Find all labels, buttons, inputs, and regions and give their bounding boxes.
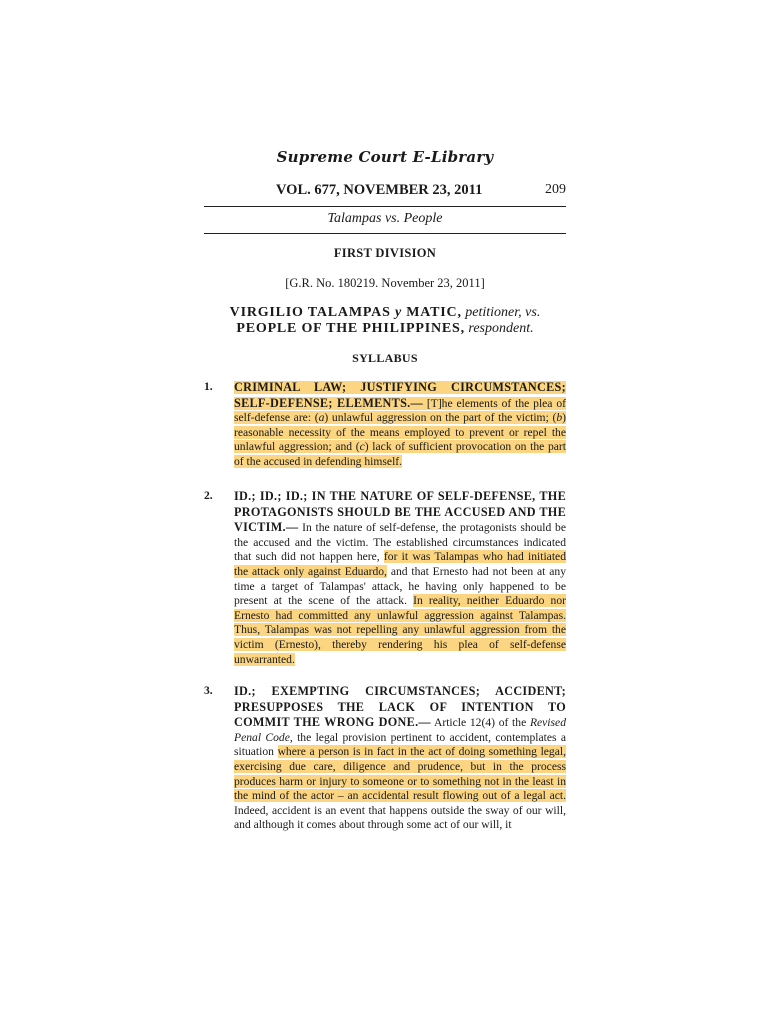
- item-text: [T]he elements of the plea of self-defense are: (: [234, 396, 566, 425]
- volume-row: [204, 182, 566, 202]
- highlight: [234, 381, 566, 468]
- case-caption: Talampas vs. People: [327, 211, 443, 226]
- item-text: the legal provision pertinent to accident, contemplates a situation: [234, 730, 566, 759]
- library-header: Supreme Court E-Library: [276, 148, 494, 166]
- syllabus-item-2: [204, 489, 566, 667]
- item-text: ) unlawful aggression on the part of the victim; (: [324, 411, 557, 425]
- division-heading: FIRST DIVISION: [333, 246, 437, 260]
- highlight: for it was Talampas who had initiated the attack only against Eduardo,: [234, 550, 566, 578]
- item-text: In the nature of self-defense, the protagonists should be the accused and the victim. The established circumstances indicated that such did not happen here,: [234, 521, 566, 564]
- respondent-name: PEOPLE OF THE PHILIPPINES,: [236, 321, 465, 336]
- item-body: [234, 684, 566, 833]
- highlight: In reality, neither Eduardo nor Ernesto had committed any unlawful aggression against Talampas. Thus, Talampas was not repelling any unlawful aggression from the victim (Ernesto), thereby rendering his plea of self-defense unwarranted.: [234, 594, 566, 666]
- vs-text: vs.: [521, 305, 541, 320]
- item-heading: ID.; ID.; ID.; IN THE NATURE OF SELF-DEFENSE, THE PROTAGONISTS SHOULD BE THE ACCUSED AND THE VICTIM.—: [234, 489, 566, 535]
- item-text: ) lack of sufficient provocation on the part of the accused in defending himself.: [234, 440, 566, 468]
- petitioner-name-b: MATIC,: [401, 305, 462, 320]
- header-rule-top: [204, 206, 566, 207]
- respondent-role: respondent.: [464, 321, 534, 336]
- gr-number: [G.R. No. 180219. November 23, 2011]: [285, 276, 485, 290]
- highlight: where a person is in fact in the act of doing something legal, exercising due care, diligence and prudence, but in the process produces harm or injury to someone or to something not in the least in the mind of the actor – an accidental result flowing out of a legal act.: [234, 745, 566, 803]
- item-letter: a: [318, 411, 325, 425]
- item-heading: ID.; EXEMPTING CIRCUMSTANCES; ACCIDENT; PRESUPPOSES THE LACK OF INTENTION TO COMMIT THE WRONG DONE.—: [234, 684, 566, 730]
- item-number: 3.: [204, 684, 213, 697]
- petitioner-role: petitioner,: [461, 305, 522, 320]
- code-title: Revised Penal Code,: [234, 716, 566, 744]
- syllabus-heading: SYLLABUS: [352, 351, 418, 365]
- item-text: and that Ernesto had not been at any time a target of Talampas' attack, he having only happened to be present at the scene of the attack.: [234, 564, 566, 608]
- parties-block: [204, 305, 566, 337]
- item-text: ) reasonable necessity of the means employed to prevent or repel the unlawful aggression; and (: [234, 411, 566, 454]
- page-number: 209: [545, 182, 566, 197]
- item-number: 1.: [204, 380, 213, 393]
- item-letter: c: [359, 440, 365, 454]
- syllabus-item-1: [204, 380, 566, 470]
- item-text: Article 12(4) of the: [430, 716, 530, 730]
- volume-title: VOL. 677, NOVEMBER 23, 2011: [276, 182, 483, 198]
- header-rule-bottom: [204, 233, 566, 234]
- petitioner-name-a: VIRGILIO TALAMPAS: [229, 305, 395, 320]
- item-text: Indeed, accident is an event that happens outside the sway of our will, and although it comes about through some act of our will, it: [234, 803, 566, 832]
- item-number: 2.: [204, 489, 213, 502]
- item-body: [234, 380, 566, 470]
- petitioner-y: y: [394, 305, 402, 320]
- item-letter: b: [556, 411, 563, 425]
- item-heading: CRIMINAL LAW; JUSTIFYING CIRCUMSTANCES; SELF-DEFENSE; ELEMENTS.—: [234, 380, 566, 410]
- syllabus-item-3: [204, 684, 566, 833]
- item-body: [234, 489, 566, 667]
